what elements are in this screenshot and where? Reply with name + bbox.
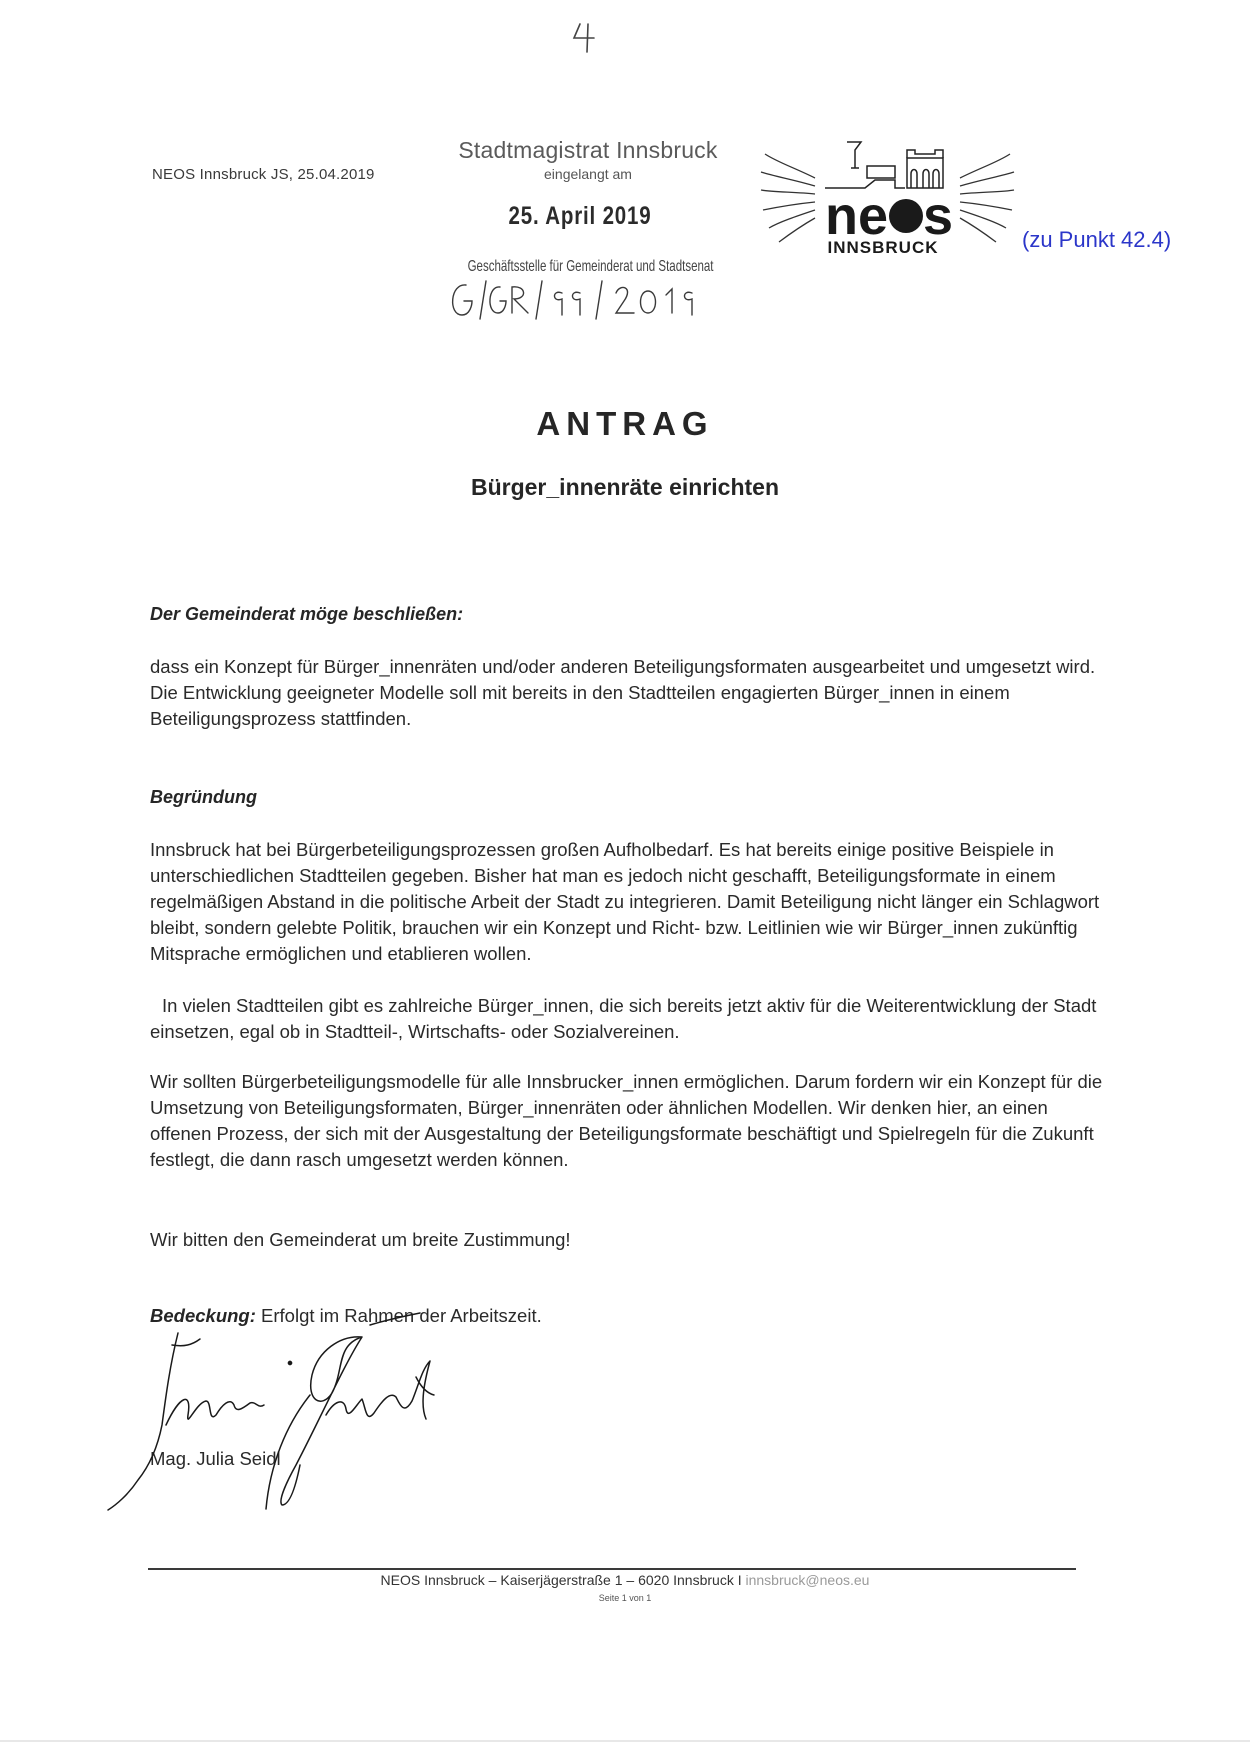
handwritten-page-number <box>568 18 608 58</box>
coverage-label: Bedeckung: <box>150 1305 256 1326</box>
resolution-heading: Der Gemeinderat möge beschließen: <box>150 604 464 624</box>
left-wing-icon <box>761 154 815 242</box>
document-title: ANTRAG <box>536 405 714 442</box>
stamp-date: 25. April 2019 <box>508 202 652 230</box>
document-subtitle: Bürger_innenräte einrichten <box>470 474 780 500</box>
sender-line: NEOS Innsbruck JS, 25.04.2019 <box>152 166 375 183</box>
reasoning-paragraph-3: Wir sollten Bürgerbeteiligungsmodelle für alle Innsbrucker_innen ermöglichen. Darum fordern wir ein Konzept für die Umsetzung von Beteiligungsformaten, Bürger_innenräten oder ähnlichen Modellen. Wir denken hier, an einen offenen Prozess, der sich mit der Ausgestaltung der Beteiligungsformate beschäftigt und Spielregeln für die Zukunft festlegt, die dann rasch umgesetzt werden können. <box>150 1071 1103 1170</box>
handwritten-reference-number <box>440 275 740 335</box>
stamp-received-label: eingelangt am <box>544 166 632 182</box>
logo-city: INNSBRUCK <box>827 238 939 257</box>
footer-address: NEOS Innsbruck – Kaiserjägerstraße 1 – 6020 Innsbruck I <box>380 1572 742 1588</box>
signer-name: Mag. Julia Seidl <box>150 1448 281 1469</box>
footer-page-number: Seite 1 von 1 <box>598 1593 652 1603</box>
logo-dot <box>889 199 923 233</box>
reasoning-paragraph-1: Innsbruck hat bei Bürgerbeteiligungsprozessen großen Aufholbedarf. Es hat bereits einige positive Beispiele in unterschiedlichen Stadtteilen gegeben. Bisher hat man es jedoch nicht geschafft, Beteiligungsformate in einem regelmäßigen Abstand in die politische Arbeit der Stadt zu integrieren. Damit Beteiligung nicht länger ein Schlagwort bleibt, sondern gelebte Politik, brauchen wir ein Konzept und Richt- bzw. Leitlinien wie wir Bürger_innen zukünftig Mitsprache ermöglichen und etablieren wollen. <box>150 839 1100 964</box>
agenda-reference: (zu Punkt 42.4) <box>1022 227 1172 252</box>
stamp-office: Geschäftsstelle für Gemeinderat und Stadtsenat <box>467 258 714 275</box>
reasoning-paragraph-2: In vielen Stadtteilen gibt es zahlreiche Bürger_innen, die sich bereits jetzt aktiv für die Weiterentwicklung der Stadt einsetzen, egal ob in Stadtteil-, Wirtschafts- oder Sozialvereinen. <box>150 995 1097 1042</box>
footer-email: innsbruck@neos.eu <box>745 1572 870 1588</box>
reasoning-paragraph-4: Wir bitten den Gemeinderat um breite Zustimmung! <box>150 1229 571 1250</box>
coverage-text: Erfolgt im Rahmen der Arbeitszeit. <box>261 1305 542 1326</box>
resolution-text: dass ein Konzept für Bürger_innenräten und/oder anderen Beteiligungsformaten ausgearbeitet und umgesetzt wird. Die Entwicklung geeigneter Modelle soll mit bereits in den Stadtteilen engagierten Bürger_innen in einem Beteiligungsprozess stattfinden. <box>150 656 1096 729</box>
svg-text:s: s <box>923 186 954 246</box>
city-skyline-icon <box>825 142 943 188</box>
stamp-organization: Stadtmagistrat Innsbruck <box>458 137 718 163</box>
scan-edge <box>0 1740 1250 1742</box>
logo-wordmark: ne <box>825 186 889 246</box>
right-wing-icon <box>960 154 1014 242</box>
footer-divider <box>148 1568 1076 1570</box>
handwritten-signature <box>100 1305 480 1515</box>
footer-address-line <box>0 1572 1250 1588</box>
reasoning-heading: Begründung <box>150 787 257 807</box>
